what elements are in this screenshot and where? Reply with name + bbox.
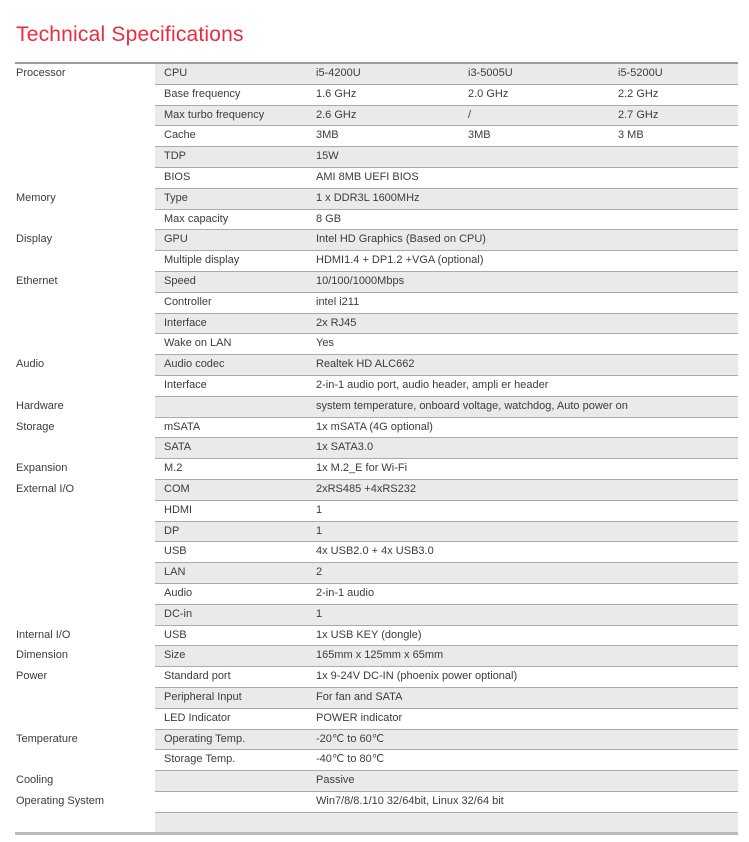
attribute-label: Multiple display <box>164 254 240 267</box>
row-detail <box>155 397 738 418</box>
table-row <box>15 626 738 647</box>
row-detail <box>155 730 738 751</box>
value-cell: 165mm x 125mm x 65mm <box>316 649 444 662</box>
row-detail <box>155 646 738 667</box>
row-detail <box>155 626 738 647</box>
row-detail <box>155 230 738 251</box>
value-cell: 1 x DDR3L 1600MHz <box>316 191 420 204</box>
value-cell: 2 <box>316 566 323 579</box>
category-label: Storage <box>16 420 55 433</box>
category-label <box>15 168 155 188</box>
attribute-label: Operating Temp. <box>164 732 246 745</box>
table-row <box>15 168 738 189</box>
value-cell: Yes <box>316 337 334 350</box>
attribute-label: BIOS <box>164 170 191 183</box>
value-cell: 1x 9-24V DC-IN (phoenix power optional) <box>316 670 518 683</box>
attribute-label: TDP <box>164 150 186 163</box>
row-detail <box>155 771 738 792</box>
value-cell <box>310 813 738 833</box>
category-label <box>15 210 155 230</box>
attribute-label: Type <box>164 191 188 204</box>
row-detail <box>155 168 738 189</box>
table-row <box>15 397 738 418</box>
category-label: Internal I/O <box>16 628 71 641</box>
attribute-label: USB <box>164 545 187 558</box>
value-cell: 1x SATA3.0 <box>316 441 374 454</box>
attribute-label: CPU <box>164 67 188 79</box>
category-label: External I/O <box>16 482 75 495</box>
attribute-label <box>155 771 310 791</box>
attribute-label: Size <box>164 649 186 662</box>
row-detail <box>155 106 738 127</box>
table-row <box>15 709 738 730</box>
attribute-label: Interface <box>164 378 207 391</box>
value-cell: 8 GB <box>316 212 342 225</box>
attribute-label: Storage Temp. <box>164 753 236 766</box>
row-detail <box>155 376 738 397</box>
value-cell: POWER indicator <box>316 711 403 724</box>
value-cell: 1 <box>316 524 323 537</box>
category-label <box>15 438 155 458</box>
row-detail <box>155 688 738 709</box>
row-detail <box>155 85 738 106</box>
row-detail <box>155 314 738 335</box>
row-detail <box>155 355 738 376</box>
row-detail <box>155 126 738 147</box>
value-cell: For fan and SATA <box>316 690 403 703</box>
value-cell: i5-4200U <box>316 67 361 79</box>
category-label <box>15 106 155 126</box>
attribute-label: Interface <box>164 316 207 329</box>
table-row <box>15 480 738 501</box>
attribute-label <box>155 397 310 417</box>
category-label: Processor <box>16 67 66 79</box>
table-row <box>15 750 738 771</box>
value-cell: 3MB <box>316 129 339 142</box>
attribute-label: Audio codec <box>164 358 225 371</box>
category-label <box>15 605 155 625</box>
value-cell: Passive <box>316 774 355 787</box>
row-detail <box>155 438 738 459</box>
attribute-label: Standard port <box>164 670 231 683</box>
category-label: Ethernet <box>16 274 58 287</box>
row-detail <box>155 293 738 314</box>
category-label: Operating System <box>16 794 105 807</box>
category-label: Temperature <box>16 732 78 745</box>
row-detail <box>155 251 738 272</box>
value-cell: 2xRS485 +4xRS232 <box>316 482 416 495</box>
category-label: Hardware <box>16 399 64 412</box>
value-cell: -20℃ to 60℃ <box>316 732 385 745</box>
table-row <box>15 813 738 833</box>
row-detail <box>155 210 738 231</box>
category-label <box>15 584 155 604</box>
category-label <box>15 314 155 334</box>
attribute-label: M.2 <box>164 462 183 475</box>
category-label <box>15 501 155 521</box>
attribute-label: DC-in <box>164 607 193 620</box>
table-row <box>15 293 738 314</box>
row-detail <box>155 542 738 563</box>
attribute-label: DP <box>164 524 180 537</box>
table-row <box>15 355 738 376</box>
table-row <box>15 688 738 709</box>
table-row <box>15 667 738 688</box>
table-row <box>15 230 738 251</box>
value-cell: intel i211 <box>316 295 360 308</box>
category-label <box>15 522 155 542</box>
attribute-label: Speed <box>164 274 196 287</box>
attribute-label: mSATA <box>164 420 201 433</box>
category-label: Memory <box>16 191 56 204</box>
value-cell: 3MB <box>468 129 491 142</box>
attribute-label <box>155 792 310 812</box>
table-row <box>15 771 738 792</box>
category-label: Power <box>16 670 48 683</box>
category-label <box>15 813 155 833</box>
attribute-label: GPU <box>164 233 188 246</box>
row-detail <box>155 147 738 168</box>
row-detail <box>155 459 738 480</box>
row-detail <box>155 334 738 355</box>
table-row <box>15 272 738 293</box>
attribute-label: COM <box>164 482 190 495</box>
table-row <box>15 563 738 584</box>
row-detail <box>155 563 738 584</box>
value-cell: 2.0 GHz <box>468 87 509 100</box>
row-detail <box>155 64 738 85</box>
category-label <box>15 334 155 354</box>
table-row <box>15 584 738 605</box>
value-cell: 1.6 GHz <box>316 87 357 100</box>
row-detail <box>155 501 738 522</box>
attribute-label: Peripheral Input <box>164 690 242 703</box>
category-label <box>15 376 155 396</box>
row-detail <box>155 480 738 501</box>
value-cell: Realtek HD ALC662 <box>316 358 415 371</box>
row-detail <box>155 189 738 210</box>
category-label <box>15 688 155 708</box>
table-row <box>15 147 738 168</box>
row-detail <box>155 792 738 813</box>
row-detail <box>155 584 738 605</box>
attribute-label: SATA <box>164 441 192 454</box>
table-row <box>15 85 738 106</box>
row-detail <box>155 522 738 543</box>
value-cell: 1x M.2_E for Wi-Fi <box>316 462 408 475</box>
table-row <box>15 438 738 459</box>
value-cell: 2-in-1 audio port, audio header, ampli er header <box>316 378 549 391</box>
category-label: Expansion <box>16 462 68 475</box>
attribute-label: HDMI <box>164 503 193 516</box>
attribute-label: Audio <box>164 586 193 599</box>
spec-table-body <box>15 64 738 832</box>
value-cell: 4x USB2.0 + 4x USB3.0 <box>316 545 434 558</box>
value-cell: 2.7 GHz <box>618 108 659 121</box>
table-row <box>15 189 738 210</box>
category-label <box>15 542 155 562</box>
row-detail <box>155 709 738 730</box>
value-cell: system temperature, onboard voltage, watchdog, Auto power on <box>316 399 628 412</box>
category-label: Cooling <box>16 774 54 787</box>
attribute-label <box>155 813 310 833</box>
value-cell: 1x USB KEY (dongle) <box>316 628 422 641</box>
category-label <box>15 147 155 167</box>
value-cell: AMI 8MB UEFI BIOS <box>316 170 419 183</box>
attribute-label: Base frequency <box>164 87 241 100</box>
category-label: Display <box>16 233 53 246</box>
table-row <box>15 605 738 626</box>
page-title: Technical Specifications <box>16 23 244 46</box>
value-cell: i5-5200U <box>618 67 663 79</box>
attribute-label: Cache <box>164 129 196 142</box>
value-cell: 1 <box>316 503 323 516</box>
table-row <box>15 501 738 522</box>
table-row <box>15 522 738 543</box>
table-row <box>15 210 738 231</box>
category-label <box>15 251 155 271</box>
value-cell: HDMI1.4 + DP1.2 +VGA (optional) <box>316 254 484 267</box>
category-label <box>15 126 155 146</box>
table-row <box>15 646 738 667</box>
attribute-label: Max turbo frequency <box>164 108 265 121</box>
value-cell: 2x RJ45 <box>316 316 357 329</box>
value-cell: 1x mSATA (4G optional) <box>316 420 433 433</box>
table-row <box>15 792 738 813</box>
attribute-label: USB <box>164 628 187 641</box>
row-detail <box>155 272 738 293</box>
value-cell: Intel HD Graphics (Based on CPU) <box>316 233 486 246</box>
attribute-label: LAN <box>164 566 186 579</box>
category-label <box>15 709 155 729</box>
row-detail <box>155 667 738 688</box>
attribute-label: Max capacity <box>164 212 229 225</box>
table-row <box>15 64 738 85</box>
value-cell: 1 <box>316 607 323 620</box>
value-cell: -40℃ to 80℃ <box>316 753 385 766</box>
table-row <box>15 251 738 272</box>
category-label: Audio <box>16 358 45 371</box>
value-cell: i3-5005U <box>468 67 513 79</box>
category-label <box>15 85 155 105</box>
category-label <box>15 293 155 313</box>
table-row <box>15 418 738 439</box>
table-row <box>15 376 738 397</box>
attribute-label: Wake on LAN <box>164 337 232 350</box>
value-cell: 2.6 GHz <box>316 108 357 121</box>
value-cell: 2.2 GHz <box>618 87 659 100</box>
row-detail <box>155 813 738 833</box>
value-cell: 3 MB <box>618 129 644 142</box>
value-cell: 15W <box>316 150 339 163</box>
table-row <box>15 459 738 480</box>
category-label <box>15 563 155 583</box>
table-row <box>15 730 738 751</box>
attribute-label: LED Indicator <box>164 711 231 724</box>
table-row <box>15 542 738 563</box>
value-cell: 10/100/1000Mbps <box>316 274 405 287</box>
row-detail <box>155 418 738 439</box>
value-cell: Win7/8/8.1/10 32/64bit, Linux 32/64 bit <box>316 794 504 807</box>
row-detail <box>155 750 738 771</box>
category-label <box>15 750 155 770</box>
value-cell: 2-in-1 audio <box>316 586 375 599</box>
table-row <box>15 314 738 335</box>
spec-table <box>15 62 738 835</box>
row-detail <box>155 605 738 626</box>
value-cell: / <box>468 108 472 121</box>
table-row <box>15 126 738 147</box>
category-label: Dimension <box>16 649 68 662</box>
table-row <box>15 334 738 355</box>
attribute-label: Controller <box>164 295 212 308</box>
table-row <box>15 106 738 127</box>
